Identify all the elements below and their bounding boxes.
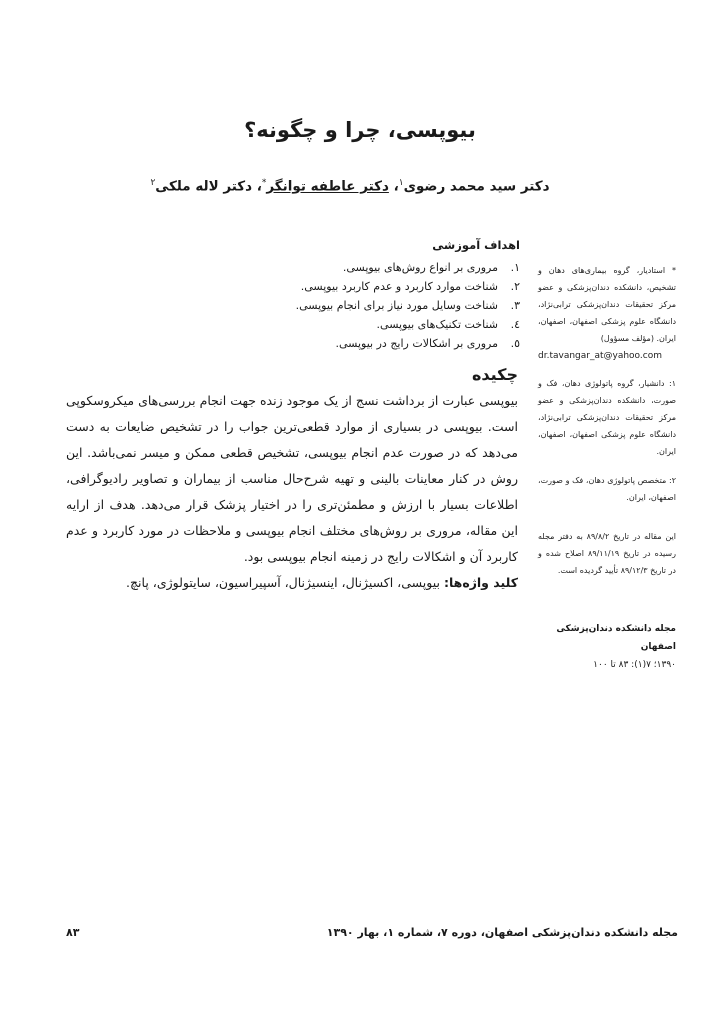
page-number: ۸۳ (66, 926, 80, 939)
objective-number: ۳. (510, 299, 520, 312)
objective-number: ٤. (510, 318, 520, 331)
journal-citation: ۱۳۹۰؛ ۷(۱): ۸۳ تا ۱۰۰ (593, 660, 676, 670)
author-separator: ، (388, 178, 399, 195)
abstract-section (66, 365, 518, 596)
objectives-heading: اهداف آموزشی (432, 238, 520, 252)
keywords-text: بیوپسی، اکسیژنال، اینسیژنال، آسپیراسیون، سایتولوژی، پانچ. (126, 575, 440, 590)
affiliation-note-2: ۲: متخصص پاتولوژی دهان، فک و صورت، اصفهان، ایران. (538, 476, 676, 502)
objective-item (200, 296, 520, 315)
author-separator: ، (252, 178, 262, 195)
objective-text: مروری بر اشکالات رایج در بیوپسی. (335, 337, 498, 350)
article-title: بیوپسی، چرا و چگونه؟ (244, 118, 476, 142)
author-line (150, 178, 550, 195)
author-2-affiliation: * (261, 178, 267, 188)
affiliation-sidebar (538, 262, 676, 591)
journal-citation-box (538, 620, 676, 674)
footer-journal: مجله دانشکده دندان‌پزشکی اصفهان، دوره ۷، شماره ۱، بهار ۱۳۹۰ (326, 926, 678, 939)
learning-objectives (200, 238, 520, 353)
received-dates: این مقاله در تاریخ ۸۹/۸/۲ به دفتر مجله رسیده در تاریخ ۸۹/۱۱/۱۹ اصلاح شده و در تاریخ ۸۹/۱۲/۳ تأیید گردیده است. (538, 532, 676, 575)
objective-number: ۲. (510, 280, 520, 293)
affiliation-note-1: ۱: دانشیار، گروه پاتولوژی دهان، فک و صورت، دانشکده دندان‌پزشکی و عضو مرکز تحقیقات دندان‌پزشکی ترابی‌نژاد، دانشگاه علوم پزشکی اصفهان، اصفهان، ایران. (538, 379, 676, 456)
objective-item (200, 334, 520, 353)
objective-text: شناخت تکنیک‌های بیوپسی. (376, 318, 498, 331)
email-link[interactable]: dr.tavangar_at@yahoo.com (538, 351, 662, 361)
author-1-affiliation: ۱ (398, 178, 404, 188)
objective-number: ٥. (510, 337, 520, 350)
affiliation-note-text: * استادیار، گروه بیماری‌های دهان و تشخیص، دانشکده دندان‌پزشکی و عضو مرکز تحقیقات دندان‌پزشکی ترابی‌نژاد، دانشگاه علوم پزشکی اصفهان، اصفهان، ایران. (مؤلف مسؤول) (538, 266, 676, 343)
keywords-line (66, 570, 518, 596)
author-3-affiliation: ۲ (150, 178, 156, 188)
abstract-body: بیوپسی عبارت از برداشت نسج از یک موجود زنده جهت انجام بررسی‌های میکروسکوپی است. بیوپسی در بسیاری از موارد قطعی‌ترین جواب را در تشخیص ضایعات به دست می‌دهد که در صورت عدم انجام بیوپسی، تشخیص قطعی ممکن و میسر نمی‌باشد. این روش در کنار معاینات بالینی و تهیه شرح‌حال مناسب از بیماران و تصاویر رادیوگرافی، اطلاعات بسیار با ارزش و مطمئن‌تری را در اختیار پزشک قرار می‌دهد. هدف از ارایه این مقاله، مروری بر روش‌های مختلف انجام بیوپسی و ملاحظات در مورد کاربرد و عدم کاربرد آن و اشکالات رایج در زمینه انجام بیوپسی بود. (66, 393, 518, 564)
author-1: دکتر سید محمد رضوی (403, 178, 550, 195)
objectives-list (200, 258, 520, 353)
keywords-label: کلید واژه‌ها: (443, 575, 518, 590)
page-footer (66, 926, 678, 946)
author-2-corresponding: دکتر عاطفه توانگر (266, 178, 389, 195)
objective-text: شناخت وسایل مورد نیاز برای انجام بیوپسی. (295, 299, 498, 312)
objective-item (200, 277, 520, 296)
affiliation-note-corresponding (538, 262, 676, 363)
objective-text: مروری بر انواع روش‌های بیوپسی. (342, 261, 498, 274)
objective-number: ۱. (510, 261, 520, 274)
objective-text: شناخت موارد کاربرد و عدم کاربرد بیوپسی. (300, 280, 498, 293)
author-3: دکتر لاله ملکی (155, 178, 253, 195)
journal-name: مجله دانشکده دندان‌پزشکی اصفهان (556, 624, 676, 652)
objective-item (200, 315, 520, 334)
objective-item (200, 258, 520, 277)
abstract-heading: چکیده (471, 365, 518, 384)
